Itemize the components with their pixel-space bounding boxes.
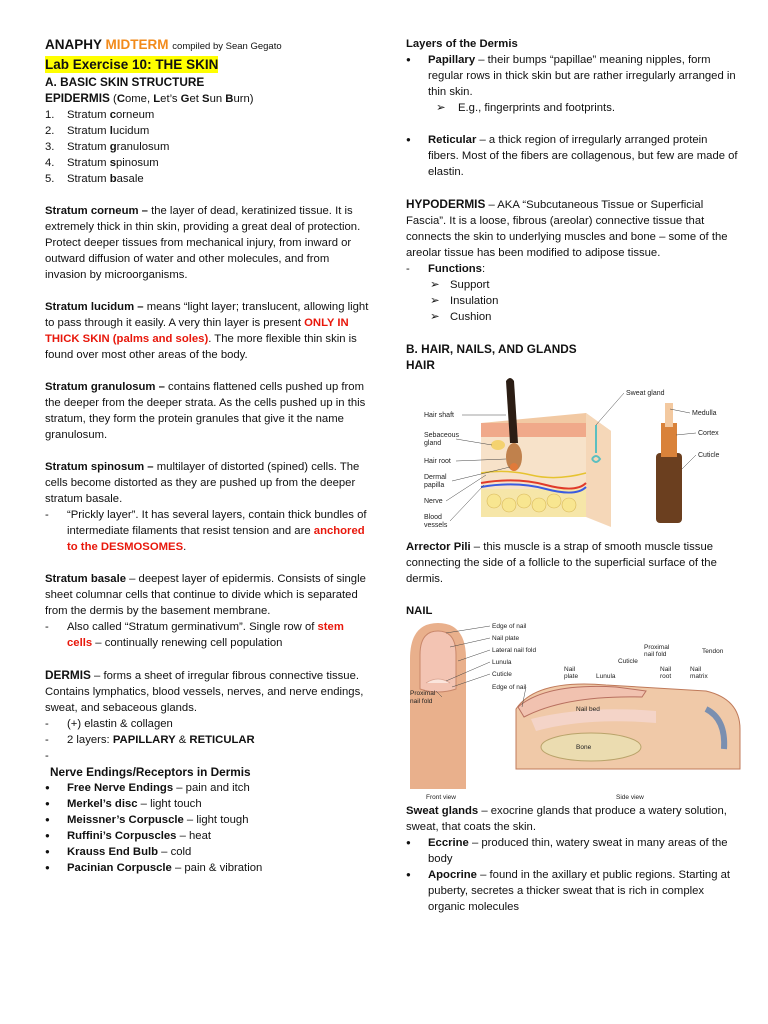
label-side-nail-fold: nail fold [644, 651, 667, 658]
receptor-name: Merkel’s disc [67, 798, 138, 810]
mnemonic-l-rest: et’s [160, 93, 181, 105]
dash-marker: - [45, 750, 49, 762]
list-item [406, 100, 738, 116]
mnemonic-c: C [116, 93, 125, 105]
spinosum-paragraph [45, 459, 370, 507]
list-item [45, 155, 370, 171]
lucidum-highlight: ONLY IN THICK SKIN (palms and soles) [45, 317, 349, 345]
dash-marker: - [45, 734, 49, 746]
spinosum-notes [45, 507, 370, 555]
nail-heading: NAIL [406, 605, 433, 617]
sweat-glands-text: – exocrine glands that produce a watery solution, sweat, that coats the skin. [406, 805, 727, 833]
label-vessels: vessels [424, 522, 448, 529]
nerve-endings-heading: Nerve Endings/Receptors in Dermis [50, 765, 251, 779]
granulosum-paragraph [45, 379, 370, 443]
sweat-gland-types [406, 835, 738, 915]
note-end: – continually renewing cell population [92, 637, 283, 649]
function-item: Support [450, 279, 490, 291]
layer-rest: orneum [116, 109, 155, 121]
papillary-term: Papillary [428, 54, 476, 66]
dermal-papilla [510, 463, 518, 471]
nerve-endings-list [45, 780, 370, 876]
granulosum-text: contains flattened cells pushed up from the deeper from the deeper strata. As the cells pushed up in this stratum, they form the protein granules that give it the name granulosum. [45, 381, 366, 441]
list-number: 2. [45, 125, 55, 137]
list-item [45, 619, 370, 651]
layer-initial: c [109, 109, 116, 121]
section-b-heading: B. HAIR, NAILS, AND GLANDS [406, 342, 577, 356]
layer-rest: ucidum [112, 125, 150, 137]
basale-notes [45, 619, 370, 651]
receptor-desc: – pain and itch [173, 782, 250, 794]
function-item: Cushion [450, 311, 492, 323]
stem-cells-highlight: stem cells [67, 621, 344, 649]
label-side-nail: Nail [564, 666, 576, 673]
note-text: Also called “Stratum germinativum”. Single row of [67, 621, 318, 633]
label-nail-plate: Nail plate [492, 635, 520, 642]
list-item [406, 835, 738, 867]
hair-strand [656, 453, 682, 523]
label-edge-of-nail: Edge of nail [492, 623, 527, 630]
layer-rest: asale [116, 173, 144, 185]
label-sebaceous: Sebaceous [424, 432, 460, 439]
label-nerve: Nerve [424, 498, 443, 505]
mnemonic-l: L [153, 93, 161, 105]
sweat-glands-paragraph [406, 803, 738, 835]
label-cuticle: Cuticle [492, 671, 512, 678]
arrector-paragraph [406, 539, 738, 587]
layer-word: Stratum [67, 109, 110, 121]
list-number: 1. [45, 109, 55, 121]
lucidum-text: means “light layer; translucent, allowing light to pass through it easily. A very thin layer is present [45, 301, 369, 329]
section-a-heading: A. BASIC SKIN STRUCTURE [45, 75, 205, 89]
spinosum-term: Stratum spinosum – [45, 461, 154, 473]
basale-text: – deepest layer of epidermis. Consists of single sheet columnar cells that continue to divide which is separated from the dermis by the basement membrane. [45, 573, 366, 617]
mnemonic-s-rest: un [209, 93, 226, 105]
layers-dermis-list [406, 52, 738, 100]
reticular-list [406, 132, 738, 180]
list-item [45, 732, 370, 748]
label-nail-fold: nail fold [410, 698, 433, 705]
hair-heading: HAIR [406, 358, 435, 372]
list-item [45, 139, 370, 155]
label-side-cuticle: Cuticle [618, 658, 638, 665]
receptor-name: Pacinian Corpuscle [67, 862, 172, 874]
label-side-proximal: Proximal [644, 644, 670, 651]
receptor-desc: – light touch [137, 798, 202, 810]
sweat-glands-term: Sweat glands [406, 805, 479, 817]
list-item [406, 309, 738, 325]
nail-figure [406, 619, 738, 803]
dermis-list [45, 716, 370, 764]
label-nail-root-2: root [660, 673, 672, 680]
receptor-desc: – cold [158, 846, 192, 858]
label-hair-root: Hair root [424, 458, 451, 465]
layers-dermis-heading: Layers of the Dermis [406, 38, 518, 50]
label-hair-shaft: Hair shaft [424, 412, 454, 419]
functions-label: Functions [428, 263, 482, 275]
receptor-desc: – light tough [183, 814, 249, 826]
desmosomes-highlight: anchored to the DESMOSOMES [67, 525, 365, 553]
dash-marker: - [45, 509, 49, 521]
note-end: . [183, 541, 187, 553]
receptor-name: Krauss End Bulb [67, 846, 159, 858]
list-item [45, 844, 370, 860]
list-item [45, 748, 370, 764]
hypodermis-term: HYPODERMIS [406, 197, 486, 211]
list-item [45, 107, 370, 123]
dermis-item: (+) elastin & collagen [67, 718, 173, 730]
dermis-paragraph [45, 667, 370, 716]
spinosum-text: multilayer of distorted (spined) cells. The cells become distorted as they are pushed up from the deeper stratum basale. [45, 461, 360, 505]
label-sweat-gland: Sweat gland [626, 390, 665, 397]
granulosum-term: Stratum granulosum – [45, 381, 165, 393]
label-nail-bed: Nail bed [576, 706, 600, 713]
papillary-example-text: E.g., fingerprints and footprints. [458, 102, 615, 114]
layer-initial: g [109, 141, 117, 153]
mnemonic-b-rest: urn) [233, 93, 254, 105]
dash-marker: - [45, 621, 49, 633]
mnemonic-c-rest: ome, [124, 93, 154, 105]
list-item [45, 860, 370, 876]
label-nail-root-1: Nail [660, 666, 672, 673]
list-item [406, 293, 738, 309]
lucidum-text-2: . The more flexible thin skin is found over most other areas of the body. [45, 333, 357, 361]
label-dermal: Dermal [424, 474, 447, 481]
lucidum-paragraph [45, 299, 370, 363]
eccrine-text: – produced thin, watery sweat in many areas of the body [428, 837, 728, 865]
list-item [406, 867, 738, 915]
mnemonic-g-rest: et [189, 93, 203, 105]
layer-initial: b [109, 173, 117, 185]
label-side-view: Side view [616, 794, 644, 801]
lab-exercise-title: Lab Exercise 10: THE SKIN [45, 57, 219, 72]
layer-rest: pinosum [116, 157, 159, 169]
dermis-term: DERMIS [45, 668, 91, 682]
epidermis-block [481, 423, 586, 437]
reticular-text: – a thick region of irregularly arranged protein fibers. Most of the fibers are collagenous, but few are made of elastin. [428, 134, 738, 178]
list-item [45, 812, 370, 828]
functions-list [406, 277, 738, 325]
layer-initial: s [109, 157, 116, 169]
list-number: 5. [45, 173, 55, 185]
title-midterm: MIDTERM [105, 37, 169, 52]
function-item: Insulation [450, 295, 499, 307]
epidermis-label: EPIDERMIS [45, 91, 110, 105]
reticular-term: Reticular [428, 134, 477, 146]
note-text: “Prickly layer”. It has several layers, contain thick bundles of intermediate filaments that resist tension and are [67, 509, 367, 537]
mnemonic-s: S [202, 93, 210, 105]
list-item [406, 132, 738, 180]
colon: : [481, 263, 486, 275]
label-side-plate: plate [564, 673, 579, 680]
label-edge-of-nail-side: Edge of nail [492, 684, 527, 691]
label-proximal: Proximal [410, 690, 436, 697]
hair-medulla [665, 403, 673, 427]
dermis-item: 2 layers: [67, 734, 113, 746]
label-cortex: Cortex [698, 430, 719, 437]
arrector-text: – this muscle is a strap of smooth muscle tissue connecting the side of a follicle to the superficial surface of the dermis. [406, 541, 717, 585]
nail-diagram [406, 619, 744, 803]
label-lateral-nail-fold: Lateral nail fold [492, 647, 537, 654]
layer-rest: ranulosum [116, 141, 170, 153]
mnemonic-b: B [225, 93, 234, 105]
apocrine-text: – found in the axillary et public regions. Starting at puberty, secretes a thicker sweat that is rich in complex organic molecules [428, 869, 731, 913]
papillary-label: PAPILLARY [112, 734, 176, 746]
ampersand: & [175, 734, 190, 746]
page-title [45, 36, 370, 56]
dermis-text: – forms a sheet of irregular fibrous connective tissue. Contains lymphatics, blood vessels, nerves, and nerve endings, sweat, and sebaceous glands. [45, 670, 364, 714]
corneum-paragraph [45, 203, 370, 283]
layer-word: Stratum [67, 141, 110, 153]
receptor-desc: – pain & vibration [171, 862, 263, 874]
label-bone: Bone [576, 744, 592, 751]
epidermis-layer-list [45, 107, 370, 187]
hypodermis-text: – AKA “Subcutaneous Tissue or Superficial Fascia”. It is a loose, fibrous (areolar) connective tissue that connects the skin to underlying muscles and bone – some of the areolar tissue has been modified to adipose tissue. [406, 199, 728, 259]
corneum-term: Stratum corneum – [45, 205, 148, 217]
label-blood: Blood [424, 514, 442, 521]
receptor-name: Ruffini’s Corpuscles [67, 830, 177, 842]
dash-marker: - [45, 718, 49, 730]
list-item [45, 828, 370, 844]
list-item [45, 123, 370, 139]
reticular-label: RETICULAR [189, 734, 255, 746]
list-item [45, 716, 370, 732]
apocrine-term: Apocrine [428, 869, 477, 881]
label-tendon: Tendon [702, 648, 724, 655]
mnemonic-open: ( [109, 93, 117, 105]
right-column [406, 36, 738, 915]
basale-term: Stratum basale [45, 573, 126, 585]
corneum-text: the layer of dead, keratinized tissue. It is extremely thick in thin skin, providing a great deal of protection. Protect deeper tissues from mechanical injury, from inward or outward diffusion of water and other molecules, and from invasion by microorganisms. [45, 205, 361, 281]
label-gland: gland [424, 440, 442, 447]
hypodermis-functions [406, 261, 738, 277]
layer-word: Stratum [67, 173, 110, 185]
label-cuticle: Cuticle [698, 452, 720, 459]
title-compiled-by: compiled by Sean Gegato [172, 41, 282, 52]
hair-diagram [406, 373, 744, 539]
layer-word: Stratum [67, 157, 110, 169]
epidermis-heading [45, 90, 370, 107]
list-item [406, 261, 738, 277]
list-item [45, 796, 370, 812]
label-medulla: Medulla [692, 410, 717, 417]
lucidum-term: Stratum lucidum – [45, 301, 144, 313]
list-item [406, 277, 738, 293]
arrector-term: Arrector Pili [406, 541, 471, 553]
label-papilla: papilla [424, 482, 445, 489]
receptor-name: Free Nerve Endings [67, 782, 174, 794]
dash-marker: - [406, 263, 410, 275]
mnemonic-g: G [180, 93, 190, 105]
arrow-bullet-icon: ➢ [430, 295, 440, 307]
arrow-bullet-icon: ➢ [430, 311, 440, 323]
list-item [45, 780, 370, 796]
receptor-desc: – heat [176, 830, 211, 842]
list-item [406, 52, 738, 100]
label-lunula: Lunula [492, 659, 512, 666]
hair-figure [406, 373, 738, 539]
label-front-view: Front view [426, 794, 456, 801]
list-item [45, 507, 370, 555]
list-item [45, 171, 370, 187]
hypodermis-paragraph [406, 196, 738, 261]
skin-side [586, 413, 611, 527]
left-column [45, 36, 370, 876]
receptor-name: Meissner’s Corpuscle [67, 814, 184, 826]
label-nail-matrix-2: matrix [690, 673, 708, 680]
label-nail-matrix-1: Nail [690, 666, 702, 673]
layer-word: Stratum [67, 125, 110, 137]
title-anaphy: ANAPHY [45, 37, 102, 52]
sebaceous-gland [491, 440, 505, 450]
basale-paragraph [45, 571, 370, 619]
arrow-bullet-icon: ➢ [436, 102, 446, 114]
list-number: 3. [45, 141, 55, 153]
arrow-bullet-icon: ➢ [430, 279, 440, 291]
hair-cortex [661, 423, 677, 457]
layer-initial: l [109, 125, 113, 137]
list-number: 4. [45, 157, 55, 169]
label-side-lunula: Lunula [596, 673, 616, 680]
papillary-example [406, 100, 738, 116]
papillary-text: – their bumps “papillae” meaning nipples, form regular rows in thick skin but are rather irregularly arranged in thin skin. [428, 54, 736, 98]
eccrine-term: Eccrine [428, 837, 469, 849]
